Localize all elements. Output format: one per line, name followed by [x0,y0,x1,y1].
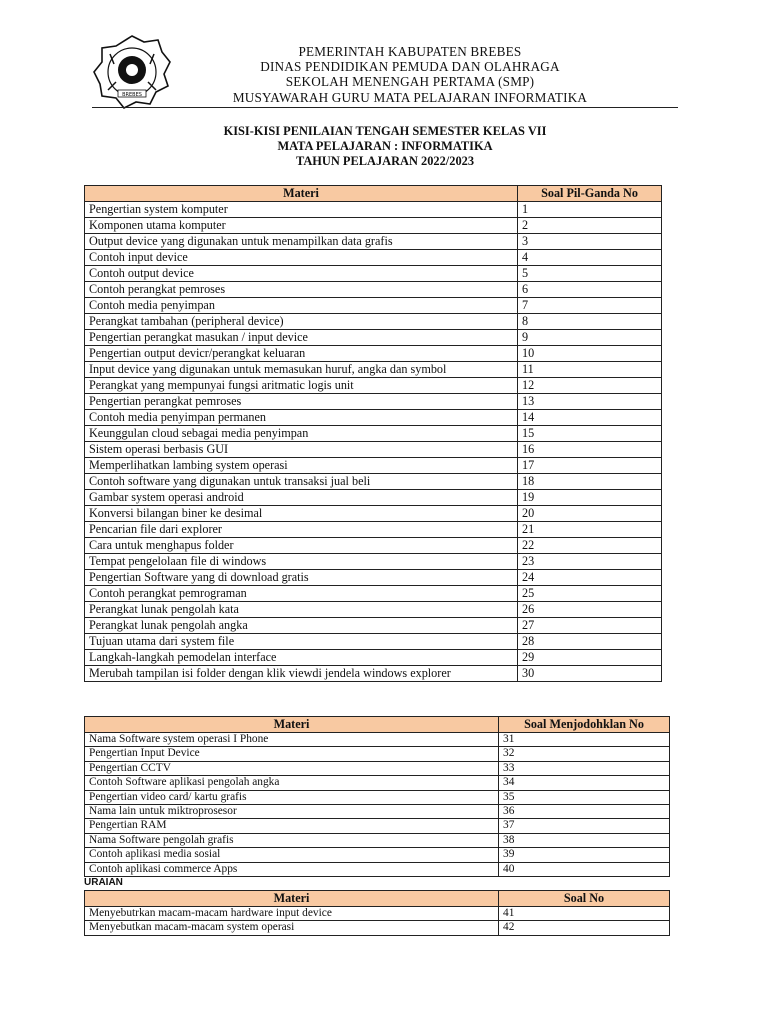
cell-materi: Perangkat lunak pengolah angka [85,618,518,634]
table-row [85,776,670,790]
cell-materi: Contoh perangkat pemroses [85,282,518,298]
table-header-row [85,717,670,733]
cell-soal-no: 18 [518,474,662,490]
cell-materi: Gambar system operasi android [85,490,518,506]
cell-soal-no: 16 [518,442,662,458]
cell-materi: Cara untuk menghapus folder [85,538,518,554]
title-line-2: MATA PELAJARAN : INFORMATIKA [277,138,493,153]
document-title [92,124,678,168]
table-row [85,907,670,921]
letterhead-line-3: SEKOLAH MENENGAH PERTAMA (SMP) [285,74,535,90]
table-row [85,586,662,602]
uraian-label: URAIAN [84,877,123,888]
cell-materi: Contoh aplikasi media sosial [85,848,499,862]
cell-soal-no: 2 [518,218,662,234]
cell-materi: Menyebutkan macam-macam system operasi [85,921,499,935]
cell-soal-no: 13 [518,394,662,410]
table-row [85,634,662,650]
cell-materi: Nama Software pengolah grafis [85,833,499,847]
table-row [85,602,662,618]
cell-soal-no: 30 [518,666,662,682]
letterhead-line-1: PEMERINTAH KABUPATEN BREBES [298,44,522,59]
header-soal-no: Soal Menjodohklan No [499,717,670,733]
cell-soal-no: 37 [499,819,670,833]
table-row [85,747,670,761]
cell-materi: Konversi bilangan biner ke desimal [85,506,518,522]
table-row [85,314,662,330]
table-row [85,921,670,935]
table-row [85,282,662,298]
table-row [85,202,662,218]
cell-materi: Memperlihatkan lambing system operasi [85,458,518,474]
table-row [85,266,662,282]
matching-table [84,716,670,877]
cell-materi: Menyebutrkan macam-macam hardware input device [85,907,499,921]
table-row [85,848,670,862]
cell-soal-no: 28 [518,634,662,650]
cell-materi: Nama lain untuk miktroprosesor [85,805,499,819]
cell-soal-no: 7 [518,298,662,314]
cell-soal-no: 12 [518,378,662,394]
table-row [85,410,662,426]
cell-soal-no: 3 [518,234,662,250]
table-row [85,522,662,538]
cell-soal-no: 26 [518,602,662,618]
table-row [85,346,662,362]
cell-soal-no: 15 [518,426,662,442]
header-soal-no: Soal Pil-Ganda No [518,186,662,202]
multiple-choice-table [84,185,662,682]
cell-materi: Komponen utama komputer [85,218,518,234]
letterhead-line-4: MUSYAWARAH GURU MATA PELAJARAN INFORMATIKA [232,89,588,105]
essay-table [84,890,670,936]
table-row [85,506,662,522]
cell-materi: Pengertian RAM [85,819,499,833]
title-line-3: TAHUN PELAJARAN 2022/2023 [295,153,475,168]
cell-soal-no: 24 [518,570,662,586]
cell-soal-no: 17 [518,458,662,474]
cell-soal-no: 1 [518,202,662,218]
table-row [85,666,662,682]
cell-soal-no: 33 [499,761,670,775]
table-row [85,234,662,250]
header-materi: Materi [85,717,499,733]
table-row [85,833,670,847]
cell-materi: Langkah-langkah pemodelan interface [85,650,518,666]
table-row [85,490,662,506]
cell-materi: Pengertian video card/ kartu grafis [85,790,499,804]
cell-materi: Nama Software system operasi I Phone [85,733,499,747]
cell-soal-no: 11 [518,362,662,378]
cell-soal-no: 21 [518,522,662,538]
table-row [85,554,662,570]
cell-soal-no: 20 [518,506,662,522]
cell-soal-no: 35 [499,790,670,804]
cell-soal-no: 29 [518,650,662,666]
table-row [85,394,662,410]
table-row [85,442,662,458]
cell-soal-no: 10 [518,346,662,362]
cell-soal-no: 41 [499,907,670,921]
title-line-1: KISI-KISI PENILAIAN TENGAH SEMESTER KELAS VII [223,124,547,138]
cell-soal-no: 32 [499,747,670,761]
cell-soal-no: 31 [499,733,670,747]
cell-materi: Perangkat yang mempunyai fungsi aritmatic logis unit [85,378,518,394]
cell-soal-no: 9 [518,330,662,346]
table-row [85,538,662,554]
cell-materi: Pengertian system komputer [85,202,518,218]
cell-materi: Pengertian Software yang di download gratis [85,570,518,586]
table-row [85,761,670,775]
table-row [85,474,662,490]
cell-materi: Contoh aplikasi commerce Apps [85,862,499,876]
cell-soal-no: 36 [499,805,670,819]
cell-materi: Tujuan utama dari system file [85,634,518,650]
cell-soal-no: 5 [518,266,662,282]
cell-materi: Merubah tampilan isi folder dengan klik viewdi jendela windows explorer [85,666,518,682]
logo-text: BREBES [122,92,142,98]
cell-soal-no: 6 [518,282,662,298]
cell-soal-no: 42 [499,921,670,935]
cell-materi: Pengertian output devicr/perangkat keluaran [85,346,518,362]
table-row [85,862,670,876]
cell-materi: Pengertian CCTV [85,761,499,775]
cell-materi: Contoh Software aplikasi pengolah angka [85,776,499,790]
cell-materi: Pengertian perangkat pemroses [85,394,518,410]
table-row [85,362,662,378]
cell-materi: Keunggulan cloud sebagai media penyimpan [85,426,518,442]
table-row [85,458,662,474]
cell-materi: Perangkat tambahan (peripheral device) [85,314,518,330]
cell-soal-no: 14 [518,410,662,426]
cell-materi: Pencarian file dari explorer [85,522,518,538]
table-header-row [85,891,670,907]
cell-materi: Pengertian Input Device [85,747,499,761]
school-emblem-logo [92,34,172,110]
cell-soal-no: 22 [518,538,662,554]
header-materi: Materi [85,891,499,907]
table-row [85,250,662,266]
cell-materi: Contoh media penyimpan permanen [85,410,518,426]
cell-materi: Input device yang digunakan untuk memasukan huruf, angka dan symbol [85,362,518,378]
cell-soal-no: 25 [518,586,662,602]
cell-soal-no: 39 [499,848,670,862]
table-row [85,298,662,314]
cell-soal-no: 8 [518,314,662,330]
table-row [85,819,670,833]
cell-soal-no: 38 [499,833,670,847]
cell-materi: Contoh output device [85,266,518,282]
cell-materi: Contoh input device [85,250,518,266]
cell-soal-no: 40 [499,862,670,876]
cell-soal-no: 34 [499,776,670,790]
cell-soal-no: 23 [518,554,662,570]
cell-materi: Sistem operasi berbasis GUI [85,442,518,458]
table-row [85,330,662,346]
cell-materi: Pengertian perangkat masukan / input device [85,330,518,346]
table-header-row [85,186,662,202]
cell-soal-no: 27 [518,618,662,634]
letterhead [170,44,650,105]
cell-materi: Contoh media penyimpan [85,298,518,314]
cell-materi: Contoh software yang digunakan untuk transaksi jual beli [85,474,518,490]
cell-soal-no: 19 [518,490,662,506]
cell-materi: Perangkat lunak pengolah kata [85,602,518,618]
header-soal-no: Soal No [499,891,670,907]
table-row [85,378,662,394]
table-row [85,218,662,234]
cell-materi: Tempat pengelolaan file di windows [85,554,518,570]
cell-materi: Output device yang digunakan untuk menampilkan data grafis [85,234,518,250]
table-row [85,650,662,666]
table-row [85,733,670,747]
table-row [85,618,662,634]
letterhead-line-2: DINAS PENDIDIKAN PEMUDA DAN OLAHRAGA [260,59,560,75]
cell-materi: Contoh perangkat pemrograman [85,586,518,602]
table-row [85,805,670,819]
header-materi: Materi [85,186,518,202]
letterhead-divider [92,107,678,108]
table-row [85,570,662,586]
table-row [85,426,662,442]
cell-soal-no: 4 [518,250,662,266]
table-row [85,790,670,804]
